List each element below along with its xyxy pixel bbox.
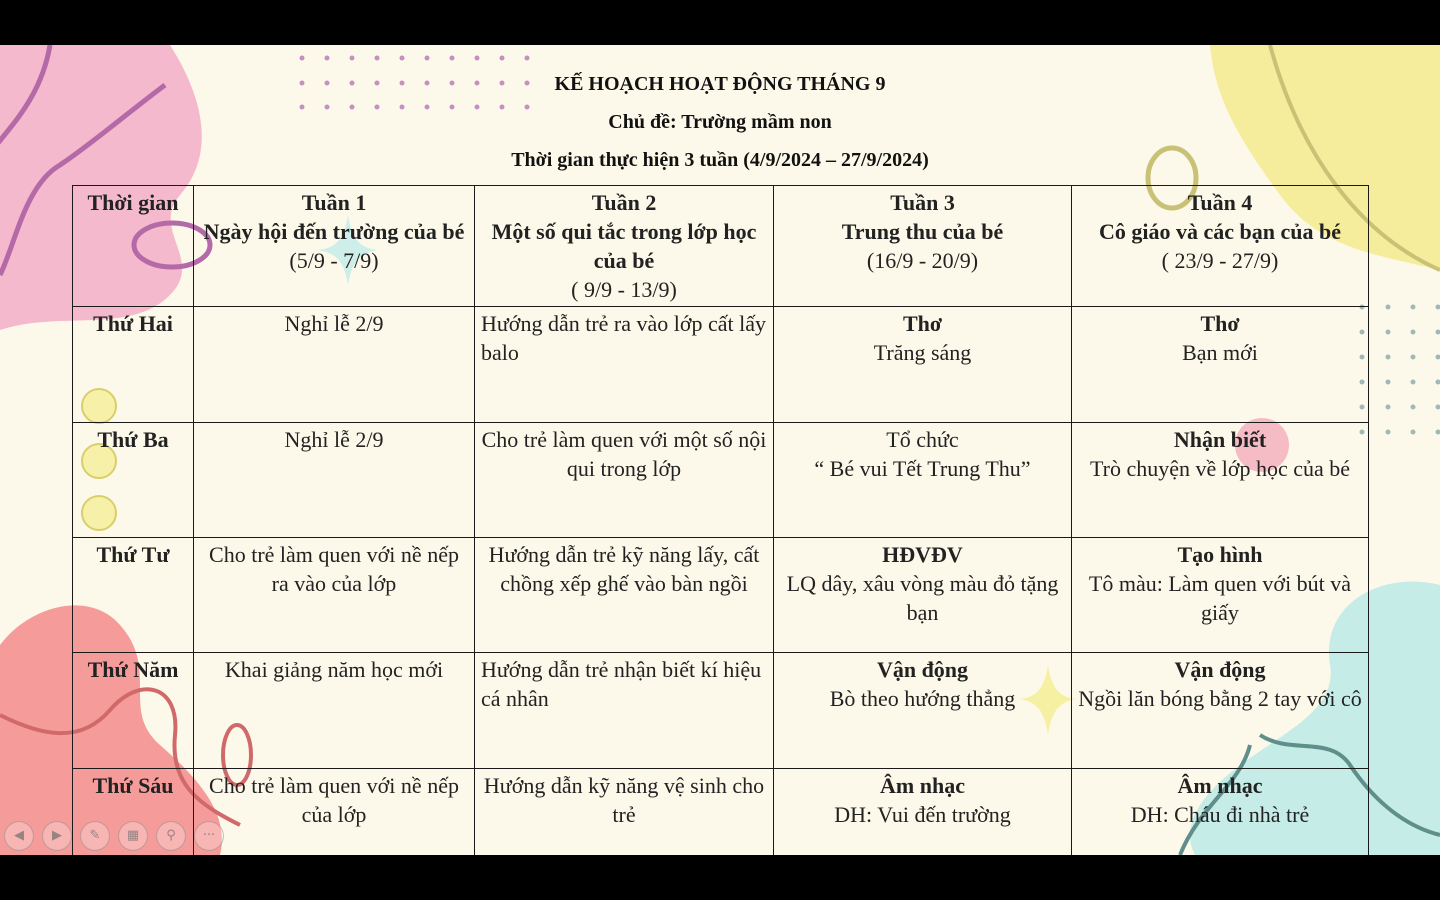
table-row (73, 423, 1369, 538)
slide (0, 45, 1440, 855)
activity-cell: Nhận biết Trò chuyện về lớp học của bé (1072, 423, 1369, 538)
activity-cell: Hướng dẫn trẻ nhận biết kí hiệu cá nhân (475, 653, 774, 769)
activity-cell: HĐVĐV LQ dây, xâu vòng màu đỏ tặng bạn (774, 538, 1072, 653)
dot-grid-right (1360, 305, 1440, 435)
activity-cell: Cho trẻ làm quen với nề nếp ra vào của lớp (194, 538, 475, 653)
more-options-icon[interactable]: ··· (194, 821, 224, 851)
slideshow-toolbar (4, 821, 224, 851)
day-cell: Thứ Ba (73, 423, 194, 538)
table-row (73, 307, 1369, 423)
activity-cell: Cho trẻ làm quen với một số nội qui trong lớp (475, 423, 774, 538)
activity-cell: Thơ Trăng sáng (774, 307, 1072, 423)
corner-cell: Thời gian (73, 186, 194, 307)
headings (0, 69, 1440, 183)
week-header: Tuần 4 Cô giáo và các bạn của bé ( 23/9 - 27/9) (1072, 186, 1369, 307)
table-header-row (73, 186, 1369, 307)
next-slide-icon[interactable]: ▶ (42, 821, 72, 851)
day-cell: Thứ Sáu (73, 769, 194, 856)
day-cell: Thứ Hai (73, 307, 194, 423)
activity-cell: Hướng dẫn kỹ năng vệ sinh cho trẻ (475, 769, 774, 856)
table-row (73, 769, 1369, 856)
zoom-icon[interactable]: ⚲ (156, 821, 186, 851)
activity-cell: Khai giảng năm học mới (194, 653, 475, 769)
activity-table (72, 185, 1369, 855)
activity-cell: Thơ Bạn mới (1072, 307, 1369, 423)
activity-cell: Hướng dẫn trẻ ra vào lớp cất lấy balo (475, 307, 774, 423)
activity-cell: Tổ chức “ Bé vui Tết Trung Thu” (774, 423, 1072, 538)
activity-cell: Tạo hình Tô màu: Làm quen với bút và giấy (1072, 538, 1369, 653)
previous-slide-icon[interactable]: ◀ (4, 821, 34, 851)
day-cell: Thứ Tư (73, 538, 194, 653)
pen-icon[interactable]: ✎ (80, 821, 110, 851)
activity-cell: Cho trẻ làm quen với nề nếp của lớp (194, 769, 475, 856)
see-all-slides-icon[interactable]: ▦ (118, 821, 148, 851)
activity-cell: Hướng dẫn trẻ kỹ năng lấy, cất chồng xếp ghế vào bàn ngồi (475, 538, 774, 653)
activity-cell: Vận động Bò theo hướng thẳng (774, 653, 1072, 769)
activity-cell: Âm nhạc DH: Cháu đi nhà trẻ (1072, 769, 1369, 856)
activity-cell: Vận động Ngồi lăn bóng bằng 2 tay với cô (1072, 653, 1369, 769)
table-row (73, 538, 1369, 653)
page-title: KẾ HOẠCH HOẠT ĐỘNG THÁNG 9 (554, 73, 886, 95)
activity-cell: Âm nhạc DH: Vui đến trường (774, 769, 1072, 856)
week-header: Tuần 1 Ngày hội đến trường của bé (5/9 - 7/9) (194, 186, 475, 307)
day-cell: Thứ Năm (73, 653, 194, 769)
week-header: Tuần 3 Trung thu của bé (16/9 - 20/9) (774, 186, 1072, 307)
theme-line: Chủ đề: Trường mầm non (608, 111, 832, 133)
week-header: Tuần 2 Một số qui tắc trong lớp học của bé ( 9/9 - 13/9) (475, 186, 774, 307)
activity-cell: Nghỉ lễ 2/9 (194, 307, 475, 423)
table-row (73, 653, 1369, 769)
duration-line: Thời gian thực hiện 3 tuần (4/9/2024 – 27/9/2024) (511, 149, 929, 171)
activity-cell: Nghỉ lễ 2/9 (194, 423, 475, 538)
